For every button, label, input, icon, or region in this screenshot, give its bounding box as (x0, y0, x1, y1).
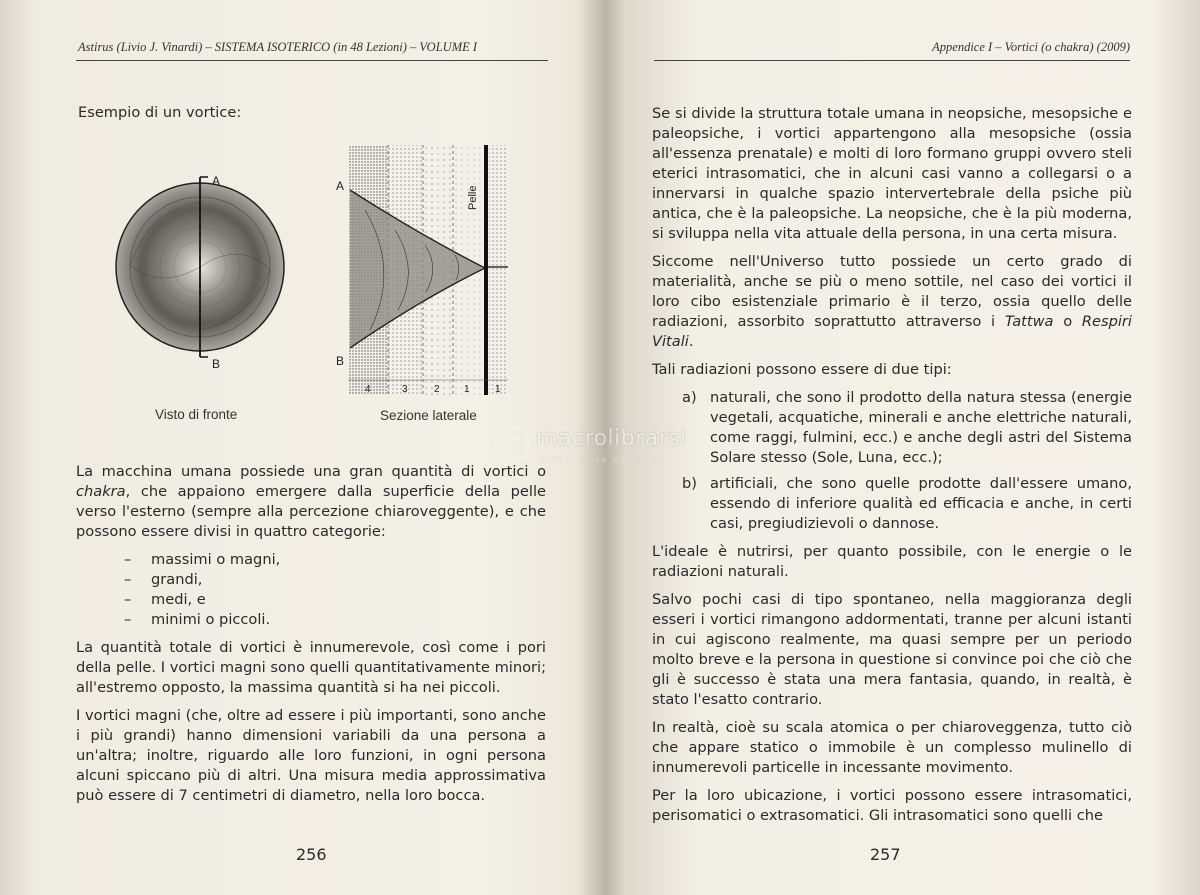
watermark (492, 424, 722, 474)
watermark-logo-icon (492, 424, 532, 464)
right-body-text (652, 104, 1132, 834)
side-label-a: A (336, 179, 345, 193)
front-view-disc (116, 177, 284, 357)
tattwa-term: Tattwa (1004, 313, 1054, 330)
left-paragraph-3: I vortici magni (che, oltre ad essere i più importanti, sono anche i più grandi) hanno dimensioni variabili da una persona a un'altra; inoltre, riguardo alle loro funzioni, in ogni persona alcuni spiccano più di altri. Una misura media approssimativa può essere di 7 centimetri di diametro, nella loro bocca. (76, 707, 546, 804)
side-zone-4: 4 (365, 384, 371, 395)
side-section-caption: Sezione laterale (380, 408, 477, 423)
list-item: – grandi, (124, 571, 203, 588)
left-paragraph-1: La macchina umana possiede una gran quantità di vortici o chakra, che appaiono emergere dalla superficie della pelle verso l'esterno (sempre alla percezione chiaroveggente), e che possono essere divisi in quattro categorie: (76, 463, 546, 540)
list-item: – medi, e (124, 591, 206, 608)
vortex-figure (100, 140, 540, 440)
side-zone-3: 3 (402, 384, 408, 395)
front-view-caption: Visto di fronte (155, 407, 238, 422)
header-rule-left (76, 60, 548, 61)
side-section-diagram (348, 145, 508, 395)
right-paragraph-4: L'ideale è nutrirsi, per quanto possibile, con le energie o le radiazioni naturali. (652, 543, 1132, 580)
example-title: Esempio di un vortice: (78, 104, 242, 121)
page-number-left: 256 (296, 845, 327, 864)
page-number-right: 257 (870, 845, 901, 864)
side-zone-1b: 1 (495, 384, 501, 395)
right-paragraph-7: Per la loro ubicazione, i vortici possono essere intrasomatici, perisomatici o extrasomatici. Gli intrasomatici sono quelli che (652, 787, 1132, 824)
left-paragraph-2: La quantità totale di vortici è innumerevole, così come i pori della pelle. I vortici magni sono quelli quantitativamente minori; all'estremo opposto, la massima quantità si ha nei piccoli. (76, 639, 546, 696)
running-header-right: Appendice I – Vortici (o chakra) (2009) (932, 40, 1130, 54)
watermark-subtext: ALTERNATIVA NATURALE (540, 456, 666, 464)
watermark-text: macrolibrarsi (536, 426, 687, 451)
right-paragraph-3: Tali radiazioni possono essere di due tipi: (652, 361, 952, 378)
side-zone-1a: 1 (464, 384, 470, 395)
right-paragraph-6: In realtà, cioè su scala atomica o per chiaroveggenza, tutto ciò che appare statico o immobile è un complesso mulinello di innumerevoli particelle in incessante movimento. (652, 719, 1132, 776)
list-item: a) naturali, che sono il prodotto della natura stessa (energie vegetali, acquatiche, minerali e anche elettriche naturali, come raggi, fulmini, ecc.) e anche degli astri del Sistema Solare stesso (Sole, Luna, ecc.); (682, 389, 1132, 466)
front-label-a: A (212, 174, 221, 188)
header-rule-right (654, 60, 1130, 61)
list-item: b) artificiali, che sono quelle prodotte dall'essere umano, essendo di inferiore qualità ed efficacia e anche, in certi casi, pregiudizievoli o dannose. (682, 475, 1132, 532)
front-label-b: B (212, 357, 221, 371)
radiation-types-list (652, 388, 1132, 534)
right-paragraph-1: Se si divide la struttura totale umana in neopsiche, mesopsiche e paleopsiche, i vortici appartengono alla mesopsiche (ossia all'essenza prenatale) e molti di loro formano gruppi ovvero steli eterici intrasomatici, che in alcuni casi vanno a collegarsi o a innervarsi in qualche spazio intervertebrale della psiche più antica, che è la paleopsiche. La neopsiche, che è la più moderna, si sviluppa nella vita attuale della persona, in una certa misura. (652, 105, 1132, 242)
side-label-b: B (336, 354, 345, 368)
respiri-vitali-term: Respiri Vitali (652, 313, 1132, 350)
category-list (76, 550, 546, 630)
chakra-term: chakra (76, 483, 126, 500)
side-zone-2: 2 (434, 384, 440, 395)
list-item: – massimi o magni, (124, 551, 281, 568)
right-paragraph-5: Salvo pochi casi di tipo spontaneo, nella maggioranza degli esseri i vortici rimangono addormentati, tranne per alcuni istanti in cui agiscono realmente, ma quasi sempre per un periodo molto breve e la persona in questione si convince poi che ciò che gli è successo è stata una mera fantasia, quando, in realtà, è stato l'esatto contrario. (652, 591, 1132, 708)
right-paragraph-2: Siccome nell'Universo tutto possiede un certo grado di materialità, anche se più o meno sottile, nel caso dei vortici il loro cibo esistenziale primario è il terzo, ossia quello delle radiazioni, assorbito soprattutto attraverso i Tattwa o Respiri Vitali. (652, 253, 1132, 350)
left-body-text (76, 462, 546, 814)
side-label-pelle: Pelle (467, 185, 479, 210)
running-header-left: Astirus (Livio J. Vinardi) – SISTEMA ISOTERICO (in 48 Lezioni) – VOLUME I (78, 40, 478, 54)
list-item: – minimi o piccoli. (124, 611, 271, 628)
